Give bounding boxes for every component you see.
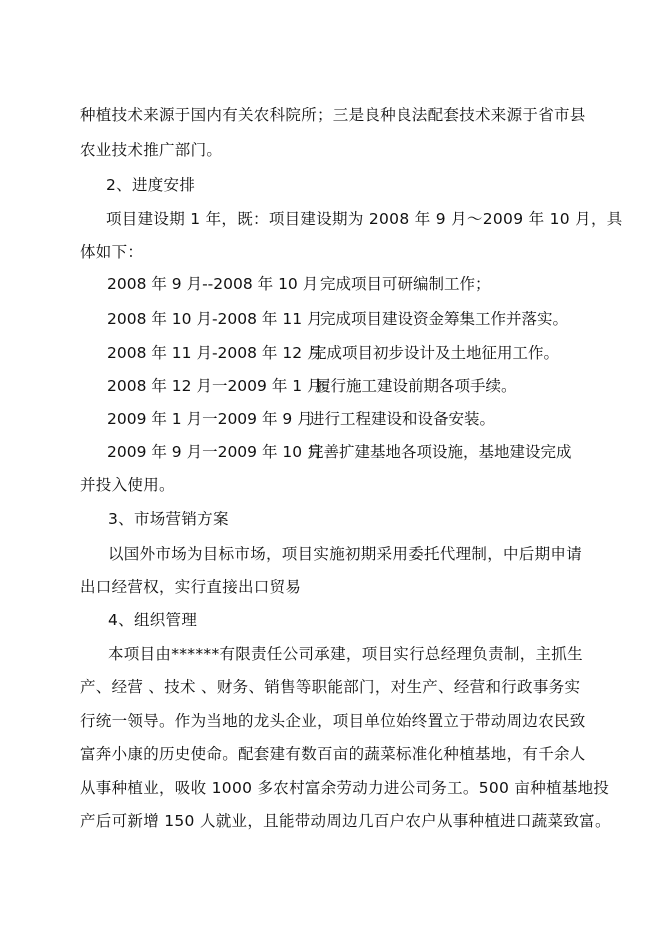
management-line-3: 行统一领导。作为当地的龙头企业，项目单位始终置立于带动周边农民致 — [80, 712, 586, 730]
schedule-task: 完善扩建基地各项设施，基地建设完成 — [308, 443, 572, 461]
schedule-task: 完成项目初步设计及土地征用工作。 — [311, 344, 560, 362]
schedule-continuation: 并投入使用。 — [80, 476, 175, 494]
section-heading-schedule: 2、进度安排 — [106, 176, 196, 194]
intro-line-1: 种植技术来源于国内有关农科院所；三是良种良法配套技术来源于省市县 — [80, 106, 586, 124]
schedule-row — [107, 273, 491, 295]
schedule-row — [107, 342, 560, 364]
marketing-line-1: 以国外市场为目标市场，项目实施初期采用委托代理制，中后期申请 — [108, 545, 583, 563]
schedule-dates: 2009 年 9 月一2009 年 10 月 — [107, 443, 323, 461]
schedule-row — [107, 375, 517, 397]
marketing-line-2: 出口经营权，实行直接出口贸易 — [80, 578, 302, 596]
management-line-1: 本项目由******有限责任公司承建，项目实行总经理负责制，主抓生 — [108, 645, 583, 663]
schedule-dates: 2009 年 1 月一2009 年 9 月 — [107, 410, 313, 428]
schedule-dates: 2008 年 9 月--2008 年 10 月 — [107, 275, 319, 293]
schedule-task: 进行工程建设和设备安装。 — [309, 410, 496, 428]
schedule-dates: 2008 年 11 月-2008 年 12 月 — [107, 344, 323, 362]
schedule-row — [107, 308, 569, 330]
schedule-task: 完成项目建设资金筹集工作并落实。 — [320, 310, 569, 328]
schedule-task: 完成项目可研编制工作； — [320, 275, 491, 293]
section-heading-marketing: 3、市场营销方案 — [108, 510, 229, 528]
schedule-row — [107, 408, 496, 430]
intro-line-2: 农业技术推广部门。 — [80, 141, 223, 159]
schedule-row — [107, 441, 572, 463]
management-line-6: 产后可新增 150 人就业，且能带动周边几百户农户从事种植进口蔬菜致富。 — [80, 812, 611, 830]
management-line-5: 从事种植业，吸收 1000 多农村富余劳动力进公司务工。500 亩种植基地投 — [80, 779, 610, 797]
schedule-dates: 2008 年 10 月-2008 年 11 月 — [107, 310, 323, 328]
management-line-2: 产、经营 、技术 、财务、销售等职能部门，对生产、经营和行政事务实 — [80, 678, 581, 696]
schedule-dates: 2008 年 12 月一2009 年 1 月 — [107, 377, 323, 395]
schedule-summary-line-2: 体如下： — [80, 243, 144, 261]
management-line-4: 富奔小康的历史使命。配套建有数百亩的蔬菜标准化种植基地，有千余人 — [80, 745, 586, 763]
schedule-summary-line-1: 项目建设期 1 年，既：项目建设期为 2008 年 9 月～2009 年 10 月，具 — [106, 210, 623, 228]
schedule-task: 履行施工建设前期各项手续。 — [315, 377, 517, 395]
section-heading-management: 4、组织管理 — [108, 611, 198, 629]
